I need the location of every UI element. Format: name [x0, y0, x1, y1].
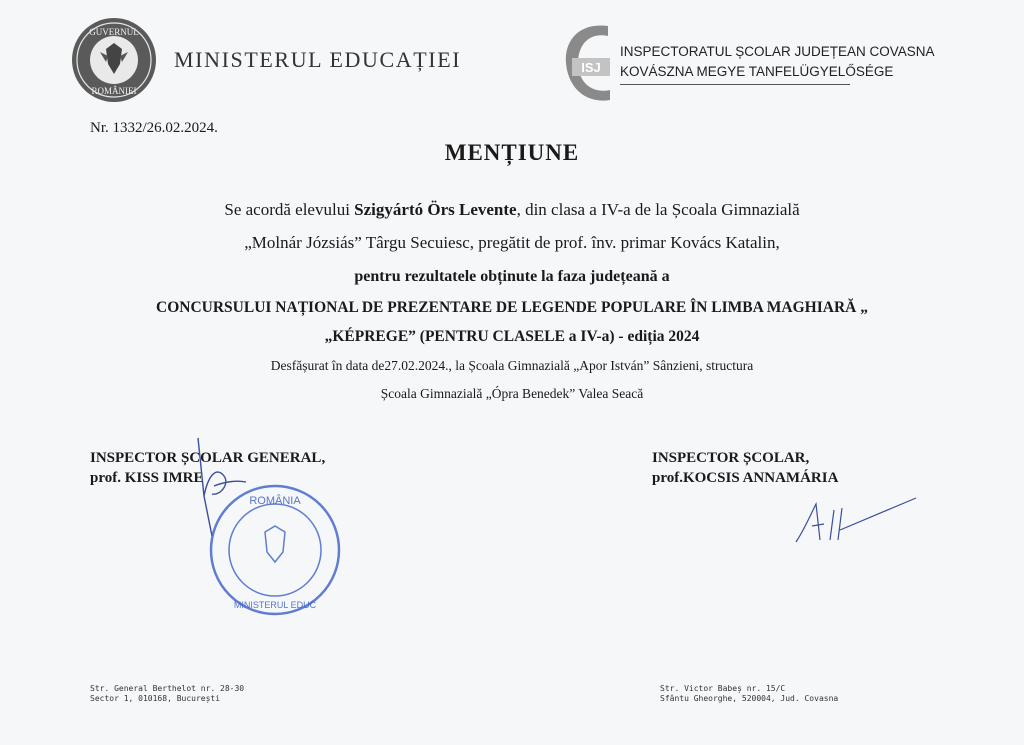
signature-block-right [652, 448, 838, 488]
event-details-2: Școala Gimnazială „Ópra Benedek” Valea Seacă [380, 386, 644, 401]
left-signatory-name: prof. KISS IMRE [90, 470, 204, 486]
contest-name: CONCURSULUI NAȚIONAL DE PREZENTARE DE LEGENDE POPULARE ÎN LIMBA MAGHIARĂ „ [156, 299, 868, 316]
address-left-line-2: Sector 1, 010168, București [90, 694, 221, 703]
isj-underline [620, 84, 850, 85]
address-right-line-1: Str. Victor Babeș nr. 15/C [660, 684, 786, 693]
address-left-line-1: Str. General Berthelot nr. 28-30 [90, 684, 245, 693]
contest-edition: „KÉPREGE” (PENTRU CLASELE a IV-a) - ediția 2024 [324, 328, 700, 345]
official-stamp-icon [205, 480, 345, 620]
document-title: MENȚIUNE [444, 140, 580, 165]
svg-text:MINISTERUL EDUC: MINISTERUL EDUC [233, 600, 317, 610]
isj-header [560, 18, 935, 108]
student-name: Szigyártó Örs Levente [354, 200, 517, 219]
right-signatory-name: prof.KOCSIS ANNAMÁRIA [652, 470, 839, 486]
svg-text:ROMÂNIA: ROMÂNIA [249, 495, 301, 507]
right-signatory-role: INSPECTOR ȘCOLAR, [652, 450, 810, 466]
award-school: , din clasa a IV-a de la Școala Gimnazială [516, 200, 800, 219]
isj-name-hu: KOVÁSZNA MEGYE TANFELÜGYELŐSÉGE [620, 63, 894, 79]
address-right [660, 684, 838, 704]
seal-top-text: GUVERNUL [89, 27, 139, 37]
award-intro: Se acordă elevului [224, 200, 355, 219]
government-seal-icon [70, 16, 158, 104]
award-line-2: „Molnár Józsiás” Târgu Secuiesc, pregătit de prof. înv. primar Kovács Katalin, [244, 233, 780, 252]
address-left [90, 684, 244, 704]
ministry-name: MINISTERUL EDUCAȚIEI [174, 47, 462, 72]
ministry-header [70, 16, 461, 104]
left-signatory-role: INSPECTOR ȘCOLAR GENERAL, [90, 450, 326, 466]
award-line-1 [0, 200, 1024, 220]
handwritten-signature-right [790, 490, 920, 550]
award-line-3: pentru rezultatele obținute la faza județeană a [354, 268, 670, 285]
event-details-1: Desfășurat în data de27.02.2024., la Școala Gimnazială „Apor István” Sânzieni, structura [270, 358, 754, 373]
isj-letters: ISJ [581, 60, 601, 75]
isj-logo-icon [560, 18, 620, 108]
address-right-line-2: Sfântu Gheorghe, 520004, Jud. Covasna [660, 694, 839, 703]
isj-name-ro: INSPECTORATUL ȘCOLAR JUDEȚEAN COVASNA [620, 43, 935, 59]
seal-bottom-text: ROMÂNIEI [91, 86, 137, 96]
document-number: Nr. 1332/26.02.2024. [90, 120, 218, 136]
